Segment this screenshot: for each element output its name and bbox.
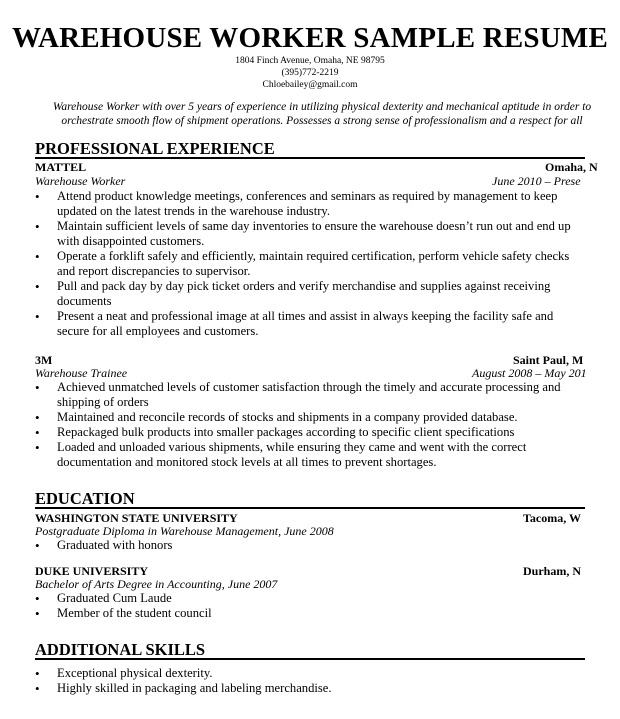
list-item: • Operate a forklift safely and efficiently, maintain required certification, perform vehicle safety checks and report discrepancies to supervisor. — [35, 249, 585, 279]
list-item: • Highly skilled in packaging and labeling merchandise. — [35, 681, 585, 696]
job-header — [35, 160, 620, 174]
job-role-line — [35, 366, 620, 380]
job-dates: June 2010 – Prese — [492, 174, 581, 188]
summary-line: Warehouse Worker with over 5 years of experience in utilizing physical dexterity and mechanical aptitude in order to — [52, 101, 592, 113]
job-role: Warehouse Worker — [35, 174, 126, 188]
degree-line: Bachelor of Arts Degree in Accounting, June 2007 — [35, 577, 278, 591]
school-header — [35, 511, 620, 525]
company-name: 3M — [35, 353, 53, 367]
school-bullets — [35, 538, 585, 553]
list-item: • Loaded and unloaded various shipments, while ensuring they came and went with the correct documentation and monitored stock levels at all times to prevent shortages. — [35, 440, 585, 470]
list-item: • Maintained and reconcile records of stocks and shipments in a company provided database. — [35, 410, 585, 425]
list-item: • Member of the student council — [35, 606, 585, 621]
list-item: • Attend product knowledge meetings, conferences and seminars as required by management to keep updated on the latest trends in the warehouse industry. — [35, 189, 585, 219]
list-item: • Pull and pack day by day pick ticket orders and verify merchandise and supplies against receiving documents — [35, 279, 585, 309]
section-heading-education: EDUCATION — [35, 489, 135, 508]
list-item: • Maintain sufficient levels of same day inventories to ensure the warehouse doesn’t run out and end up with disappointed customers. — [35, 219, 585, 249]
list-item: • Exceptional physical dexterity. — [35, 666, 585, 681]
summary-line: orchestrate smooth flow of shipment operations. Possesses a strong sense of professionalism and a respect for all — [61, 115, 583, 127]
degree-line: Postgraduate Diploma in Warehouse Management, June 2008 — [35, 524, 334, 538]
contact-address: 1804 Finch Avenue, Omaha, NE 98795 — [235, 56, 385, 66]
school-bullets — [35, 591, 585, 621]
job-dates: August 2008 – May 201 — [472, 366, 587, 380]
job-bullets — [35, 380, 585, 470]
job-bullets — [35, 189, 585, 339]
list-item: • Achieved unmatched levels of customer satisfaction through the timely and accurate processing and shipping of orders — [35, 380, 585, 410]
section-heading-skills: ADDITIONAL SKILLS — [35, 640, 206, 659]
list-item: • Graduated with honors — [35, 538, 585, 553]
job-location: Saint Paul, M — [513, 353, 584, 367]
resume-title: WAREHOUSE WORKER SAMPLE RESUME — [11, 22, 609, 54]
contact-phone: (395)772-2219 — [281, 68, 339, 78]
school-location: Durham, N — [523, 564, 582, 578]
list-item: • Graduated Cum Laude — [35, 591, 585, 606]
list-item: • Repackaged bulk products into smaller packages according to specific client specifications — [35, 425, 585, 440]
company-name: MATTEL — [35, 160, 87, 174]
contact-email: Chloebailey@gmail.com — [262, 80, 358, 90]
list-item: • Present a neat and professional image at all times and assist in always keeping the facility safe and secure for all employees and customers. — [35, 309, 585, 339]
job-header — [35, 353, 620, 367]
summary — [22, 100, 620, 128]
school-name: DUKE UNIVERSITY — [35, 564, 149, 578]
school-name: WASHINGTON STATE UNIVERSITY — [35, 511, 238, 525]
job-role: Warehouse Trainee — [35, 366, 128, 380]
section-divider — [35, 507, 585, 509]
section-heading-experience: PROFESSIONAL EXPERIENCE — [35, 139, 275, 158]
section-divider — [35, 658, 585, 660]
school-header — [35, 564, 620, 578]
skills-bullets — [35, 666, 585, 696]
section-divider — [35, 157, 585, 159]
job-location: Omaha, N — [545, 160, 598, 174]
job-role-line — [35, 174, 620, 188]
school-location: Tacoma, W — [523, 511, 582, 525]
